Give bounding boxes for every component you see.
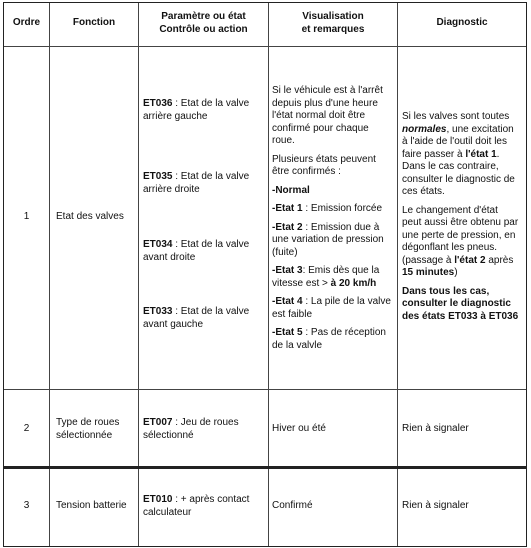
row3-ordre: 3 xyxy=(23,500,30,511)
column-divider xyxy=(49,3,50,546)
row2-fonction: Type de roues sélectionnée xyxy=(56,417,120,441)
column-divider xyxy=(138,3,139,546)
row1-visualisation: Si le véhicule est à l'arrêt depuis plus d'une heure l'état normal doit être confirmé pour chaque roue. Plusieurs états peuvent être confirmés : -Normal -Etat 1 : Emission forcée -Etat 2 : Emission due à une variation de pression (fuite) -Etat 3: Emis dès que la vitesse est > à 20 km/h -Etat 4 : La pile de la valve est faible -Etat 5 : Pas de réception de la valvle xyxy=(272,85,391,351)
row1-diagnostic: Si les valves sont toutes normales, une excitation à l'aide de l'outil doit les faire passer à l'état 1. Dans le cas contraire, consulter le diagnostic de ces états. Le changement d'état peut aussi être obtenu par une perte de pression, en dégonflant les pneus. (passage à l'état 2 après 15 minutes) Dans tous les cas, consulter le diagnostic des états ET033 à ET036 xyxy=(402,111,519,322)
row1-param-et035: ET035 : Etat de la valve arrière droite xyxy=(143,171,250,195)
column-divider xyxy=(268,3,269,546)
row1-param-et034: ET034 : Etat de la valve avant droite xyxy=(143,239,250,263)
row3-visualisation: Confirmé xyxy=(272,500,313,511)
header-visualisation: Visualisation et remarques xyxy=(301,11,365,35)
row-divider xyxy=(4,466,526,469)
row1-param-et033: ET033 : Etat de la valve avant gauche xyxy=(143,306,250,330)
row3-fonction: Tension batterie xyxy=(56,500,127,511)
row1-param-et036: ET036 : Etat de la valve arrière gauche xyxy=(143,98,250,122)
diagnostic-table xyxy=(3,2,527,547)
header-parametre: Paramètre ou état Contrôle ou action xyxy=(159,11,248,35)
row2-diagnostic: Rien à signaler xyxy=(402,423,469,434)
row-divider xyxy=(4,46,526,47)
row2-ordre: 2 xyxy=(23,423,30,434)
row-divider xyxy=(4,389,526,390)
row2-param-et007: ET007 : Jeu de roues sélectionné xyxy=(143,417,239,441)
row2-visualisation: Hiver ou été xyxy=(272,423,326,434)
row1-ordre: 1 xyxy=(23,211,30,222)
header-fonction: Fonction xyxy=(72,17,116,28)
header-ordre: Ordre xyxy=(12,17,41,28)
row3-diagnostic: Rien à signaler xyxy=(402,500,469,511)
row3-param-et010: ET010 : + après contact calculateur xyxy=(143,494,250,518)
row1-fonction: Etat des valves xyxy=(56,211,124,222)
column-divider xyxy=(397,3,398,546)
header-diagnostic: Diagnostic xyxy=(436,17,488,28)
